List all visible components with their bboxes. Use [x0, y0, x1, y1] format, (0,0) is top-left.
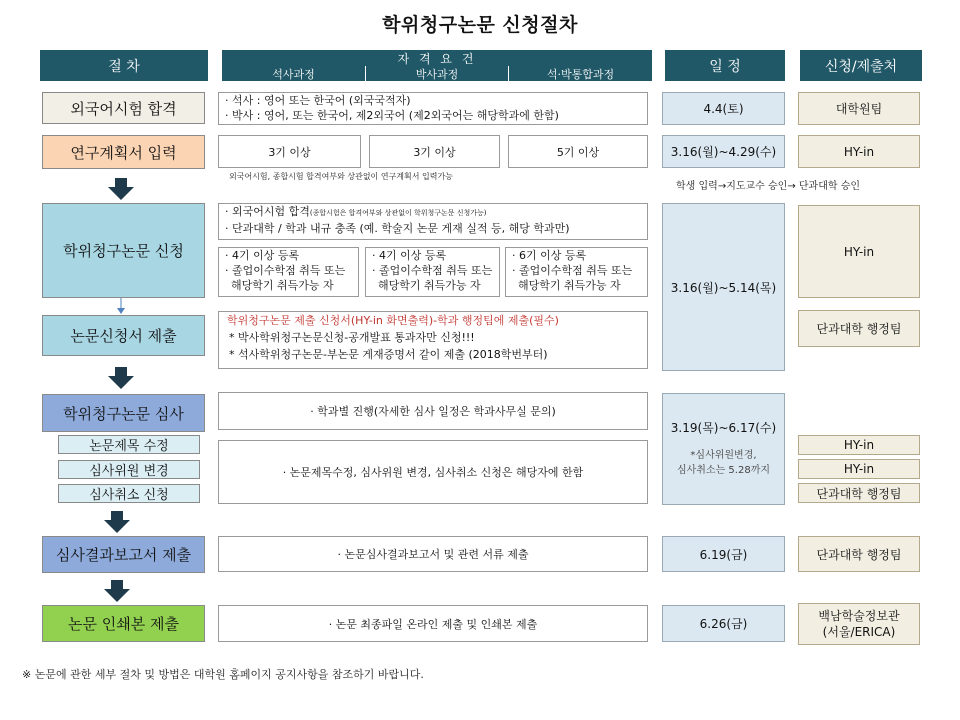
- header-integrated: 석·박통합과정: [508, 66, 652, 81]
- header-submit-to: 신청/제출처: [800, 50, 922, 81]
- down-arrow-icon: [108, 367, 134, 389]
- sub-step-review-cancel: 심사취소 신청: [58, 484, 200, 503]
- review-schedule: 3.19(목)~6.17(수): [670, 420, 777, 435]
- down-arrow-icon: [108, 178, 134, 200]
- header-doctoral: 박사과정: [365, 66, 508, 81]
- review-dest-cancel: 단과대학 행정팀: [798, 483, 920, 503]
- review-schedule-note1: *심사위원변경,: [690, 449, 757, 461]
- page-title: 학위청구논문 신청절차: [382, 14, 578, 36]
- foreign-schedule: 4.4(토): [662, 92, 785, 125]
- down-arrow-icon: [104, 580, 130, 602]
- report-dest: 단과대학 행정팀: [798, 536, 920, 572]
- connector-arrow-icon: [115, 298, 127, 314]
- apply-doctoral-box: [365, 247, 500, 297]
- application-form-line1: 학위청구논문 제출 신청서(HY-in 화면출력)-학과 행정팀에 제출(필수): [227, 314, 559, 327]
- plan-dest: HY-in: [798, 135, 920, 168]
- apply-integrated-box: [505, 247, 648, 297]
- step-thesis-review: 학위청구논문 심사: [42, 394, 205, 432]
- apply-req-dept: · 단과대학 / 학과 내규 충족 (예. 학술지 논문 게재 실적 등, 해당 학과만): [225, 222, 570, 235]
- apply-common-req-box: [218, 203, 648, 240]
- review-schedule-box: [662, 393, 785, 505]
- plan-masters: 3기 이상: [218, 135, 361, 168]
- report-desc: · 논문심사결과보고서 및 관련 서류 제출: [218, 536, 648, 572]
- down-arrow-icon: [104, 511, 130, 533]
- header-schedule: 일 정: [665, 50, 785, 81]
- plan-doctoral: 3기 이상: [369, 135, 500, 168]
- review-dest-title-change: HY-in: [798, 435, 920, 455]
- footer-note: ※ 논문에 관한 세부 절차 및 방법은 대학원 홈페이지 공지사항을 참조하기 바랍니다.: [22, 668, 424, 681]
- apply-doctoral-line2: · 졸업이수학점 취득 또는: [372, 264, 493, 277]
- sub-step-title-change: 논문제목 수정: [58, 435, 200, 454]
- step-thesis-application: 학위청구논문 신청: [42, 203, 205, 298]
- print-dest-line1: 백남학술정보관: [818, 609, 900, 623]
- foreign-req-doctoral: · 박사 : 영어, 또는 한국어, 제2외국어 (제2외국어는 해당학과에 한함): [225, 109, 559, 122]
- apply-req-foreign-note: (종합시험은 합격여부와 상관없이 학위청구논문 신청가능): [309, 209, 487, 217]
- step-research-plan: 연구계획서 입력: [42, 135, 205, 169]
- sub-step-committee-change: 심사위원 변경: [58, 460, 200, 479]
- apply-integrated-line1: · 6기 이상 등록: [512, 249, 587, 262]
- plan-integrated: 5기 이상: [508, 135, 648, 168]
- apply-doctoral-line3: 해당학기 취득가능 자: [378, 279, 481, 292]
- apply-masters-line1: · 4기 이상 등록: [225, 249, 300, 262]
- review-dest-committee-change: HY-in: [798, 459, 920, 479]
- apply-integrated-line3: 해당학기 취득가능 자: [518, 279, 621, 292]
- apply-masters-box: [218, 247, 359, 297]
- header-step: 절 차: [40, 50, 208, 81]
- step-application-form: 논문신청서 제출: [42, 315, 205, 356]
- apply-integrated-line2: · 졸업이수학점 취득 또는: [512, 264, 633, 277]
- plan-note: 외국어시험, 종합시험 합격여부와 상관없이 연구계획서 입력가능: [229, 172, 453, 181]
- foreign-dest: 대학원팀: [798, 92, 920, 125]
- review-sub-desc: · 논문제목수정, 심사위원 변경, 심사취소 신청은 해당자에 한함: [218, 440, 648, 504]
- application-form-dest: 단과대학 행정팀: [798, 310, 920, 347]
- step-print-submission: 논문 인쇄본 제출: [42, 605, 205, 642]
- print-schedule: 6.26(금): [662, 605, 785, 642]
- review-desc: · 학과별 진행(자세한 심사 일정은 학과사무실 문의): [218, 392, 648, 430]
- apply-masters-line2: · 졸업이수학점 취득 또는: [225, 264, 346, 277]
- foreign-req-masters: · 석사 : 영어 또는 한국어 (외국국적자): [225, 94, 411, 107]
- foreign-requirement-box: [218, 92, 648, 125]
- print-dest-line2: (서울/ERICA): [822, 625, 896, 639]
- application-form-line2: * 박사학위청구논문신청-공개발표 통과자만 신청!!!: [229, 331, 475, 344]
- step-foreign-language: 외국어시험 합격: [42, 92, 205, 124]
- apply-schedule: 3.16(월)~5.14(목): [662, 203, 785, 371]
- header-masters: 석사과정: [222, 66, 365, 81]
- apply-dest: HY-in: [798, 205, 920, 298]
- plan-schedule: 3.16(월)~4.29(수): [662, 135, 785, 168]
- apply-masters-line3: 해당학기 취득가능 자: [231, 279, 334, 292]
- application-form-line3: * 석사학위청구논문-부논문 게재증명서 같이 제출 (2018학번부터): [229, 348, 548, 361]
- print-desc: · 논문 최종파일 온라인 제출 및 인쇄본 제출: [218, 605, 648, 642]
- plan-schedule-note: 학생 입력→지도교수 승인→ 단과대학 승인: [676, 181, 861, 192]
- application-form-box: [218, 311, 648, 369]
- step-review-report: 심사결과보고서 제출: [42, 536, 205, 573]
- review-schedule-note2: 심사취소는 5.28까지: [676, 464, 771, 476]
- apply-req-foreign: · 외국어시험 합격: [225, 205, 310, 218]
- header-qualification: 자 격 요 건: [222, 50, 652, 66]
- print-dest-box: [798, 603, 920, 645]
- apply-doctoral-line1: · 4기 이상 등록: [372, 249, 447, 262]
- report-schedule: 6.19(금): [662, 536, 785, 572]
